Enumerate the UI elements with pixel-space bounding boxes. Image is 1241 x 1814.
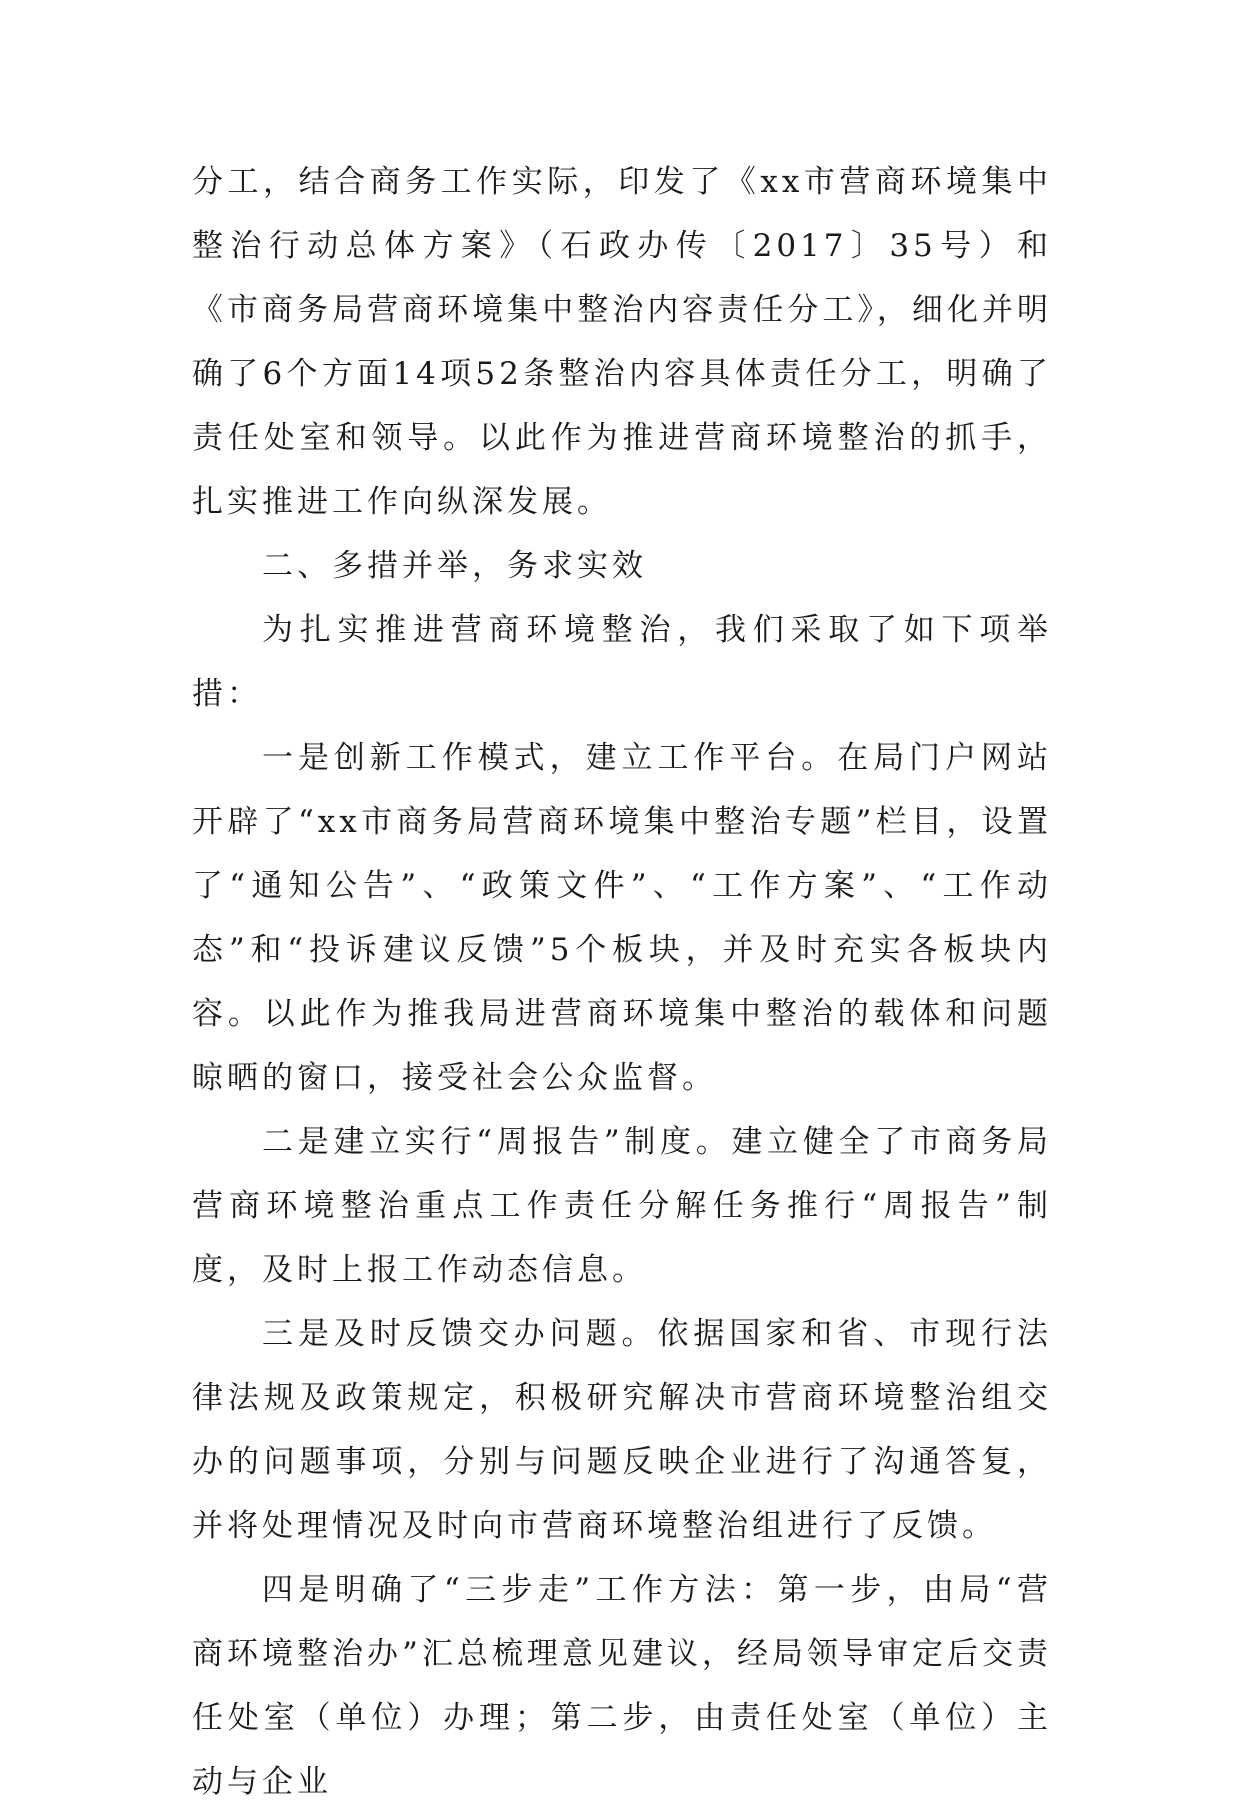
paragraph-measure-3: 三是及时反馈交办问题。依据国家和省、市现行法律法规及政策规定，积极研究解决市营商环境整治组交办的问题事项，分别与问题反映企业进行了沟通答复，并将处理情况及时向市营商环境整治组进行了反馈。 <box>192 1316 1052 1544</box>
body-text <box>192 150 1052 1814</box>
paragraph-measure-4: 四是明确了“三步走”工作方法：第一步，由局“营商环境整治办”汇总梳理意见建议，经局领导审定后交责任处室（单位）办理；第二步，由责任处室（单位）主动与企业 <box>192 1572 1052 1800</box>
paragraph-intro: 为扎实推进营商环境整治，我们采取了如下项举措： <box>192 612 1052 712</box>
paragraph-measure-2: 二是建立实行“周报告”制度。建立健全了市商务局营商环境整治重点工作责任分解任务推行“周报告”制度，及时上报工作动态信息。 <box>192 1124 1052 1288</box>
paragraph-measure-1: 一是创新工作模式，建立工作平台。在局门户网站开辟了“xx市商务局营商环境集中整治专题”栏目，设置了“通知公告”、“政策文件”、“工作方案”、“工作动态”和“投诉建议反馈”5个板块，并及时充实各板块内容。以此作为推我局进营商环境集中整治的载体和问题晾晒的窗口，接受社会公众监督。 <box>192 740 1052 1096</box>
section-heading-2: 二、多措并举，务求实效 <box>262 548 647 584</box>
paragraph-continuation: 分工，结合商务工作实际，印发了《xx市营商环境集中整治行动总体方案》（石政办传〔2017〕35号）和《市商务局营商环境集中整治内容责任分工》，细化并明确了6个方面14项52条整治内容具体责任分工，明确了责任处室和领导。以此作为推进营商环境整治的抓手，扎实推进工作向纵深发展。 <box>192 164 1052 520</box>
